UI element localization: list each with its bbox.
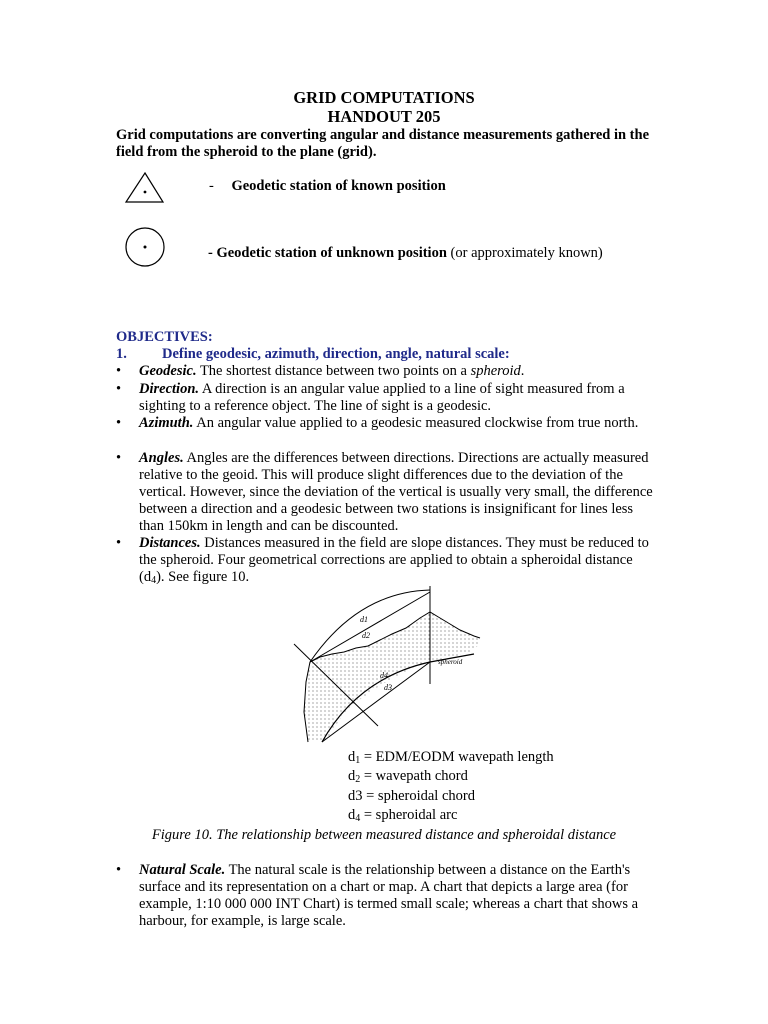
label-d4: d4 <box>380 671 388 680</box>
bullet-dot: • <box>116 381 122 397</box>
intro-paragraph: Grid computations are converting angular and distance measurements gathered in the field from the spheroid to the plane (grid). <box>116 127 650 160</box>
objectives-number: 1. <box>116 346 127 362</box>
label-d2: d2 <box>362 631 370 640</box>
legend-unknown-row <box>208 245 603 262</box>
bullet-text: Direction. A direction is an angular value applied to a line of sight measured from a sighting to a reference object. The line of sight is a geodesic. <box>139 381 625 414</box>
bullet-text: Geodesic. The shortest distance between two points on a spheroid. <box>139 363 525 379</box>
bullet-azimuth <box>116 415 656 432</box>
page-title: GRID COMPUTATIONS <box>293 88 475 107</box>
bullet-geodesic <box>116 363 656 380</box>
earth-section <box>304 612 480 742</box>
bullet-dot: • <box>116 862 122 878</box>
triangle-station-icon <box>124 170 166 204</box>
bullet-text: Natural Scale. The natural scale is the relationship between a distance on the Earth's surface and its representation on a chart or map. A chart that depicts a large area (for example, 1:10 000 000 INT Chart) is termed small scale; whereas a chart that shows a harbour, for example, is large scale. <box>139 862 639 929</box>
figure-caption: Figure 10. The relationship between measured distance and spheroidal distance <box>151 827 617 843</box>
def-d3: d3 = spheroidal chord <box>348 788 475 804</box>
bullet-dot: • <box>116 415 122 431</box>
page-subtitle: HANDOUT 205 <box>327 107 441 126</box>
legend-known-label: Geodetic station of known position <box>231 178 446 194</box>
bullet-text: Distances. Distances measured in the field are slope distances. They must be reduced to the spheroid. Four geometrical corrections are applied to obtain a spheroidal distance $(d_4)$. See figure 10. <box>139 535 649 586</box>
bullet-angles <box>116 450 656 535</box>
legend-dash: - <box>209 178 214 194</box>
circle-station-icon <box>124 226 166 268</box>
bullet-dot: • <box>116 535 122 551</box>
legend-unknown-note: (or approximately known) <box>450 245 603 261</box>
bullet-text: Angles. Angles are the differences between directions. Directions are actually measured relative to the geoid. This will produce slight differences due to the deviation of the vertical. However, since the deviation of the vertical is usually very small, the difference between a direction and a geodesic between two stations is insignificant for lines less than 150km in length and can be discounted. <box>139 450 653 534</box>
bullet-direction <box>116 381 656 415</box>
objectives-item: Define geodesic, azimuth, direction, angle, natural scale: <box>162 346 510 362</box>
def-d4: $d_4$ = spheroidal arc <box>348 807 458 824</box>
legend-unknown-prefix: - <box>208 245 217 261</box>
bullet-distances <box>116 535 656 586</box>
label-d1: d1 <box>360 615 368 624</box>
bullet-natural-scale <box>116 862 656 930</box>
def-d2: $d_2$ = wavepath chord <box>348 768 468 785</box>
bullet-dot: • <box>116 450 122 466</box>
bullet-dot: • <box>116 363 122 379</box>
objectives-heading: OBJECTIVES: <box>116 329 213 345</box>
bullet-text: Azimuth. An angular value applied to a geodesic measured clockwise from true north. <box>139 415 639 431</box>
def-d1: $d_1$ = EDM/EODM wavepath length <box>348 749 554 766</box>
label-spheroid: spheroid <box>438 658 463 666</box>
legend-unknown-label: Geodetic station of unknown position <box>216 245 447 261</box>
label-d3: d3 <box>384 683 392 692</box>
legend-known-row <box>209 178 446 195</box>
figure-10-diagram <box>288 582 488 746</box>
